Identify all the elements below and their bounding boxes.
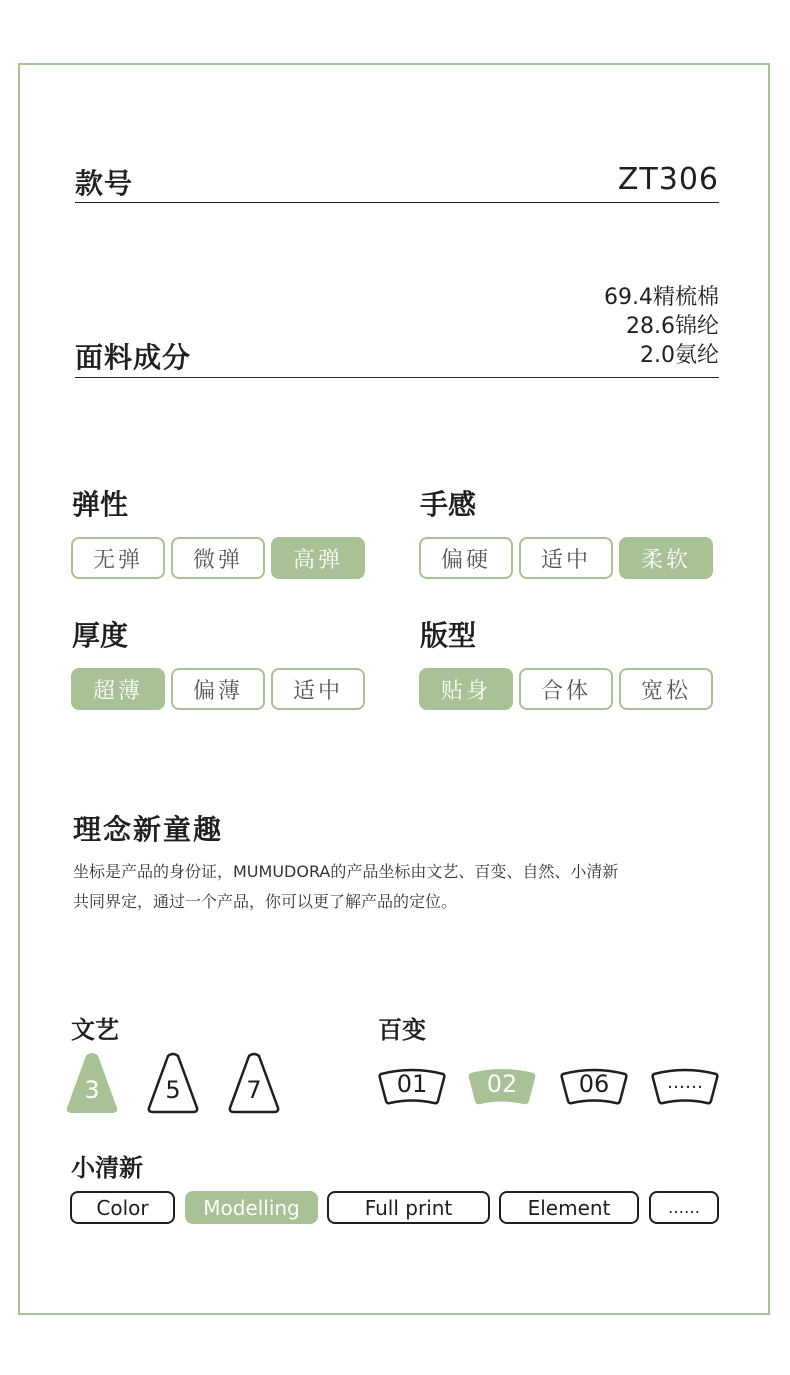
fabric-label: 面料成分 [75, 341, 192, 374]
wenyi-item[interactable] [228, 1052, 280, 1114]
baibian-item[interactable] [377, 1066, 447, 1106]
wenyi-item-selected[interactable] [66, 1052, 118, 1114]
fabric-line: 2.0氨纶 [640, 343, 719, 368]
elasticity-option-selected[interactable]: 高弹 [271, 537, 365, 579]
fabric-line: 28.6锦纶 [626, 314, 719, 339]
wenyi-title: 文艺 [71, 1016, 119, 1044]
concept-line: 坐标是产品的身份证，MUMUDORA的产品坐标由文艺、百变、自然、小清新 [73, 862, 619, 881]
baibian-value: 02 [486, 1070, 518, 1098]
elasticity-title: 弹性 [72, 488, 129, 521]
style-code-label: 款号 [75, 167, 134, 200]
hand-feel-option[interactable]: 适中 [519, 537, 613, 579]
thickness-option[interactable]: 偏薄 [171, 668, 265, 710]
concept-text [73, 857, 713, 917]
wenyi-value: 7 [246, 1076, 262, 1104]
fit-option[interactable]: 宽松 [619, 668, 713, 710]
hand-feel-options [419, 537, 713, 579]
fit-options [419, 668, 713, 710]
elasticity-option[interactable]: 微弹 [171, 537, 265, 579]
fit-option[interactable]: 合体 [519, 668, 613, 710]
wenyi-value: 5 [165, 1076, 181, 1104]
xiaoqingxin-option[interactable]: Element [499, 1191, 639, 1224]
baibian-value: 06 [578, 1070, 610, 1098]
wenyi-value: 3 [84, 1076, 100, 1104]
baibian-item[interactable] [559, 1066, 629, 1106]
thickness-option-selected[interactable]: 超薄 [71, 668, 165, 710]
elasticity-option[interactable]: 无弹 [71, 537, 165, 579]
fabric-composition [604, 283, 719, 370]
style-code-divider [75, 202, 719, 203]
xiaoqingxin-option[interactable]: Color [70, 1191, 175, 1224]
fit-option-selected[interactable]: 贴身 [419, 668, 513, 710]
fit-title: 版型 [420, 619, 477, 652]
wenyi-item[interactable] [147, 1052, 199, 1114]
xiaoqingxin-option[interactable]: Full print [327, 1191, 490, 1224]
thickness-option[interactable]: 适中 [271, 668, 365, 710]
baibian-title: 百变 [378, 1016, 426, 1044]
xiaoqingxin-option-more[interactable]: …… [649, 1191, 719, 1224]
xiaoqingxin-option-selected[interactable]: Modelling [185, 1191, 318, 1224]
thickness-title: 厚度 [72, 619, 129, 652]
fabric-divider [75, 377, 719, 378]
elasticity-options [71, 537, 365, 579]
concept-title: 理念新童趣 [73, 813, 224, 846]
thickness-options [71, 668, 365, 710]
hand-feel-option-selected[interactable]: 柔软 [619, 537, 713, 579]
fabric-line: 69.4精梳棉 [604, 285, 719, 310]
xiaoqingxin-title: 小清新 [71, 1154, 143, 1182]
baibian-item-more[interactable] [650, 1066, 720, 1106]
baibian-value: …… [667, 1072, 703, 1093]
style-code-value: ZT306 [617, 162, 719, 197]
concept-line: 共同界定，通过一个产品，你可以更了解产品的定位。 [73, 892, 458, 911]
hand-feel-title: 手感 [420, 488, 477, 521]
baibian-value: 01 [396, 1070, 428, 1098]
baibian-item-selected[interactable] [467, 1066, 537, 1106]
hand-feel-option[interactable]: 偏硬 [419, 537, 513, 579]
